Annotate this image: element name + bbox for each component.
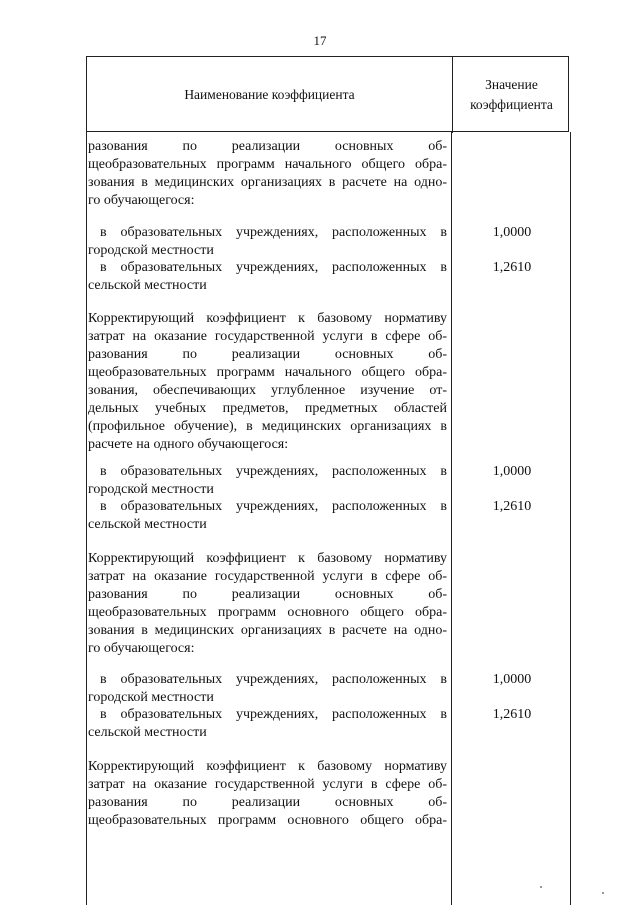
block-3-row-1-line-1: в образовательных учреждениях, расположенных в <box>100 672 447 687</box>
block-3-title-line-2: затрат на оказание государственной услуги в сфере об- <box>88 569 447 584</box>
header-value-line-2: коэффициента <box>470 97 553 112</box>
block-1-row-2-value: 1,2610 <box>492 260 532 275</box>
block-3-row-2-value: 1,2610 <box>492 707 532 722</box>
block-1-row-1-value: 1,0000 <box>492 225 532 240</box>
block-1-title-line-3: зования в медицинских организациях в расчете на одно- <box>88 175 447 190</box>
block-4-title-line-2: затрат на оказание государственной услуги в сфере об- <box>88 777 447 792</box>
block-3-row-1-line-2: городской местности <box>88 690 214 705</box>
block-1-row-1-line-1: в образовательных учреждениях, расположенных в <box>100 225 447 240</box>
block-1-row-2-line-1: в образовательных учреждениях, расположенных в <box>100 260 447 275</box>
block-3-title-line-1: Корректирующий коэффициент к базовому нормативу <box>88 551 447 566</box>
block-2-title-line-3: разования по реализации основных об- <box>88 347 447 362</box>
block-2-title-line-4: щеобразовательных программ начального общего обра- <box>88 365 447 380</box>
block-1-title-line-2: щеобразовательных программ начального общего обра- <box>88 157 447 172</box>
block-2-row-1-line-1: в образовательных учреждениях, расположенных в <box>100 464 447 479</box>
block-2-title-line-5: зования, обеспечивающих углубленное изучение от- <box>88 383 447 398</box>
block-3-title-line-6: го обучающегося: <box>88 641 195 656</box>
block-2-title-line-7: (профильное обучение), в медицинских организациях в <box>88 419 447 434</box>
block-2-title-line-1: Корректирующий коэффициент к базовому нормативу <box>88 311 447 326</box>
block-2-row-2-line-2: сельской местности <box>88 517 207 532</box>
header-coefficient-name: Наименование коэффициента <box>184 87 355 102</box>
block-2-row-1-value: 1,0000 <box>492 464 532 479</box>
table-column-divider <box>451 132 452 905</box>
table-header <box>86 56 569 132</box>
block-3-title-line-5: зования в медицинских организациях в расчете на одно- <box>88 623 447 638</box>
block-4-title-line-4: щеобразовательных программ основного общего обра- <box>88 813 447 828</box>
block-4-title-line-1: Корректирующий коэффициент к базовому нормативу <box>88 759 447 774</box>
block-4-title-line-3: разования по реализации основных об- <box>88 795 447 810</box>
block-1-title-line-1: разования по реализации основных об- <box>88 139 447 154</box>
block-3-row-2-line-2: сельской местности <box>88 725 207 740</box>
block-1-row-1-line-2: городской местности <box>88 243 214 258</box>
block-3-row-2-line-1: в образовательных учреждениях, расположенных в <box>100 707 447 722</box>
block-2-row-1-line-2: городской местности <box>88 482 214 497</box>
block-3-row-1-value: 1,0000 <box>492 672 532 687</box>
block-2-row-2-value: 1,2610 <box>492 499 532 514</box>
block-2-row-2-line-1: в образовательных учреждениях, расположенных в <box>100 499 447 514</box>
scan-speck <box>540 886 542 888</box>
table-left-border <box>86 132 87 905</box>
block-3-title-line-3: разования по реализации основных об- <box>88 587 447 602</box>
block-3-title-line-4: щеобразовательных программ основного общего обра- <box>88 605 447 620</box>
table-right-border <box>570 132 571 905</box>
block-1-title-line-4: го обучающегося: <box>88 193 195 208</box>
block-2-title-line-8: расчете на одного обучающегося: <box>88 437 289 452</box>
block-1-row-2-line-2: сельской местности <box>88 278 207 293</box>
header-value-line-1: Значение <box>485 77 538 92</box>
header-coefficient-value <box>453 57 570 133</box>
page-number: 17 <box>313 33 327 48</box>
block-2-title-line-2: затрат на оказание государственной услуги в сфере об- <box>88 329 447 344</box>
block-2-title-line-6: дельных учебных предметов, предметных областей <box>88 401 447 416</box>
scan-speck <box>602 892 604 894</box>
